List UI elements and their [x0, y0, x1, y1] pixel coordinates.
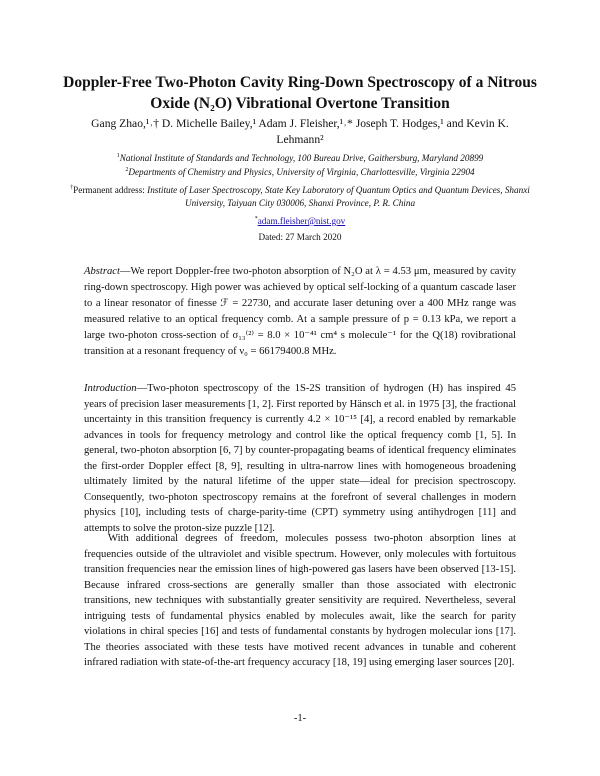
abstract: [84, 264, 516, 360]
abstract-label: Abstract: [84, 266, 120, 277]
corresponding-email: [60, 215, 540, 228]
affiliation-mark: 1: [116, 152, 120, 159]
paper-title: Doppler-Free Two-Photon Cavity Ring-Down Spectroscopy of a Nitrous Oxide (N₂O) Vibrational Overtone Transition: [63, 74, 537, 112]
affiliation-mark: †: [70, 184, 74, 191]
paragraph-molecules: With additional degrees of freedom, molecules possess two-photon absorption lines at frequencies outside of the ultraviolet and visible spectrum. However, only molecules with fortuitous transition frequencies near the emission lines of high-powered gas lasers have been observed [13-15]. Because infrared cross-sections are generally smaller than those associated with electronic transitions, new techniques with substantially greater sensitivity are required. Nevertheless, several intriguing tests of fundamental physics enabled by molecules await, like the search for parity violations in chiral species [16] and tests of fundamental constants by hydrogen molecular ions [17]. The theories associated with these tests have motived recent advances in tunable and coherent infrared radiation with state-of-the-art frequency accuracy [18, 19] using emerging laser sources [20].: [84, 533, 516, 668]
date-line: Dated: 27 March 2020: [258, 232, 342, 242]
author-list: Gang Zhao,¹˒† D. Michelle Bailey,¹ Adam J. Fleisher,¹˒* Joseph T. Hodges,¹ and Kevin K. Lehmann²: [91, 117, 509, 146]
affiliation-mark: 2: [125, 166, 129, 173]
permanent-address: [60, 184, 540, 210]
affiliation-uva: [60, 166, 540, 179]
affiliation-nist: [60, 152, 540, 165]
affiliation-text: National Institute of Standards and Technology, 100 Bureau Drive, Gaithersburg, Maryland 20899: [119, 153, 484, 163]
email-mark: *: [254, 215, 258, 222]
intro-label: Introduction: [84, 383, 137, 394]
paragraph-introduction: [84, 381, 516, 536]
abstract-text: —We report Doppler-free two-photon absorption of N₂O at λ = 4.53 μm, measured by cavity ring-down spectroscopy. High power was achieved by optical self-locking of a quantum cascade laser to a linear resonator of finesse ℱ = 22730, and accurate laser detuning over a 400 MHz range was measured relative to an optical frequency comb. At a sample pressure of p = 0.13 kPa, we report a large two-photon cross-section of σ₁₃⁽²⁾ = 8.0 × 10⁻⁴¹ cm⁴ s molecule⁻¹ for the Q(18) rovibrational transition at a resonant frequency of ν₀ = 66179400.8 MHz.: [84, 266, 516, 357]
permanent-address-label: Permanent address:: [73, 185, 145, 195]
permanent-address-text: Institute of Laser Spectroscopy, State Key Laboratory of Quantum Optics and Quantum Devices, Shanxi University, Taiyuan City 030006, Shanxi Province, P. R. China: [147, 185, 530, 208]
paragraph-text: —Two-photon spectroscopy of the 1S-2S transition of hydrogen (H) has inspired 45 years of precision laser measurements [1, 2]. First reported by Hänsch et al. in 1975 [3], the fractional uncertainty in this transition frequency is currently 4.2 × 10⁻¹⁵ [4], a record enabled by remarkable advances in tools for frequency metrology and control like the optical frequency comb [1, 5]. In general, two-photon absorption [6, 7] by counter-propagating beams of identical frequency eliminates the first-order Doppler effect [8, 9], resulting in ultra-narrow lines with homogeneous broadening ultimately limited by the natural lifetime of the upper state—ideal for precision spectroscopy. Consequently, two-photon spectroscopy remains at the forefront of several challenges in modern physics [10], including tests of charge-parity-time (CPT) symmetry using antihydrogen [11] and attempts to solve the proton-size puzzle [12].: [84, 383, 516, 534]
page-number: -1-: [293, 713, 307, 724]
email-link[interactable]: adam.fleisher@nist.gov: [257, 216, 346, 226]
affiliation-text: Departments of Chemistry and Physics, University of Virginia, Charlottesville, Virginia 22904: [128, 167, 475, 177]
